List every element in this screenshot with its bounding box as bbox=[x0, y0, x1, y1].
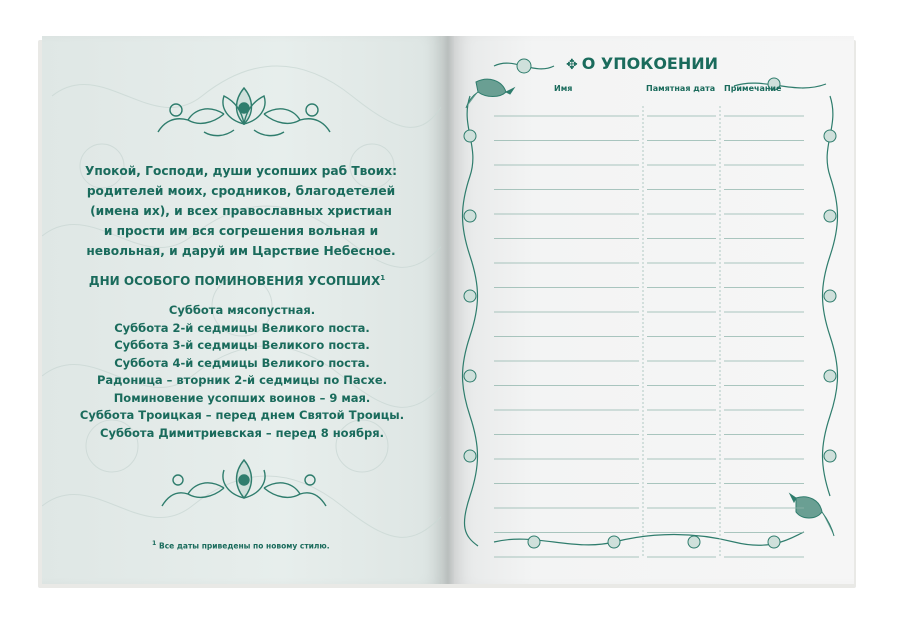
prayer-line: (имена их), и всех православных христиан bbox=[90, 204, 392, 218]
prayer-line: родителей моих, сродников, благодетелей bbox=[86, 184, 396, 198]
book-spine bbox=[441, 36, 455, 584]
page-title-text: О УПОКОЕНИИ bbox=[581, 54, 719, 73]
memorial-day: Суббота 3-й седмицы Великого поста. bbox=[114, 338, 370, 352]
memorial-day: Суббота Димитриевская – перед 8 ноября. bbox=[100, 425, 384, 440]
prayer-line: невольная, и даруй им Царствие Небесное. bbox=[86, 244, 396, 258]
cross-icon: ✥ bbox=[566, 57, 578, 73]
prayer-line: и прости им вся согрешения вольная и bbox=[103, 224, 379, 238]
footnote-reference: 1 bbox=[380, 274, 386, 282]
ruled-table bbox=[454, 36, 854, 584]
column-header-name: Имя bbox=[554, 84, 573, 93]
memorial-days-list bbox=[72, 302, 412, 442]
prayer-text bbox=[68, 161, 414, 261]
memorial-day: Суббота 2-й седмицы Великого поста. bbox=[114, 320, 370, 335]
left-page bbox=[42, 36, 442, 584]
memorial-day: Суббота 4-й седмицы Великого поста. bbox=[114, 355, 370, 370]
memorial-day: Суббота Троицкая – перед днем Святой Троицы. bbox=[79, 408, 405, 422]
footnote bbox=[152, 540, 342, 551]
bottom-floral-ornament bbox=[160, 452, 328, 514]
footnote-text: Все даты приведены по новому стилю. bbox=[158, 541, 330, 551]
memorial-day: Поминовение усопших воинов – 9 мая. bbox=[113, 390, 371, 405]
memorial-day: Суббота мясопустная. bbox=[168, 303, 316, 317]
right-page bbox=[454, 36, 854, 584]
section-title-text: ДНИ ОСОБОГО ПОМИНОВЕНИЯ УСОПШИХ bbox=[88, 274, 381, 288]
column-header-date: Памятная дата bbox=[646, 84, 716, 93]
column-header-note: Примечание bbox=[724, 84, 782, 93]
top-floral-ornament bbox=[154, 80, 334, 142]
section-title bbox=[52, 274, 422, 288]
prayer-line: Упокой, Господи, души усопших раб Твоих: bbox=[84, 164, 398, 178]
memorial-day: Радоница – вторник 2-й седмицы по Пасхе. bbox=[96, 373, 388, 387]
footnote-mark: 1 bbox=[152, 540, 157, 547]
